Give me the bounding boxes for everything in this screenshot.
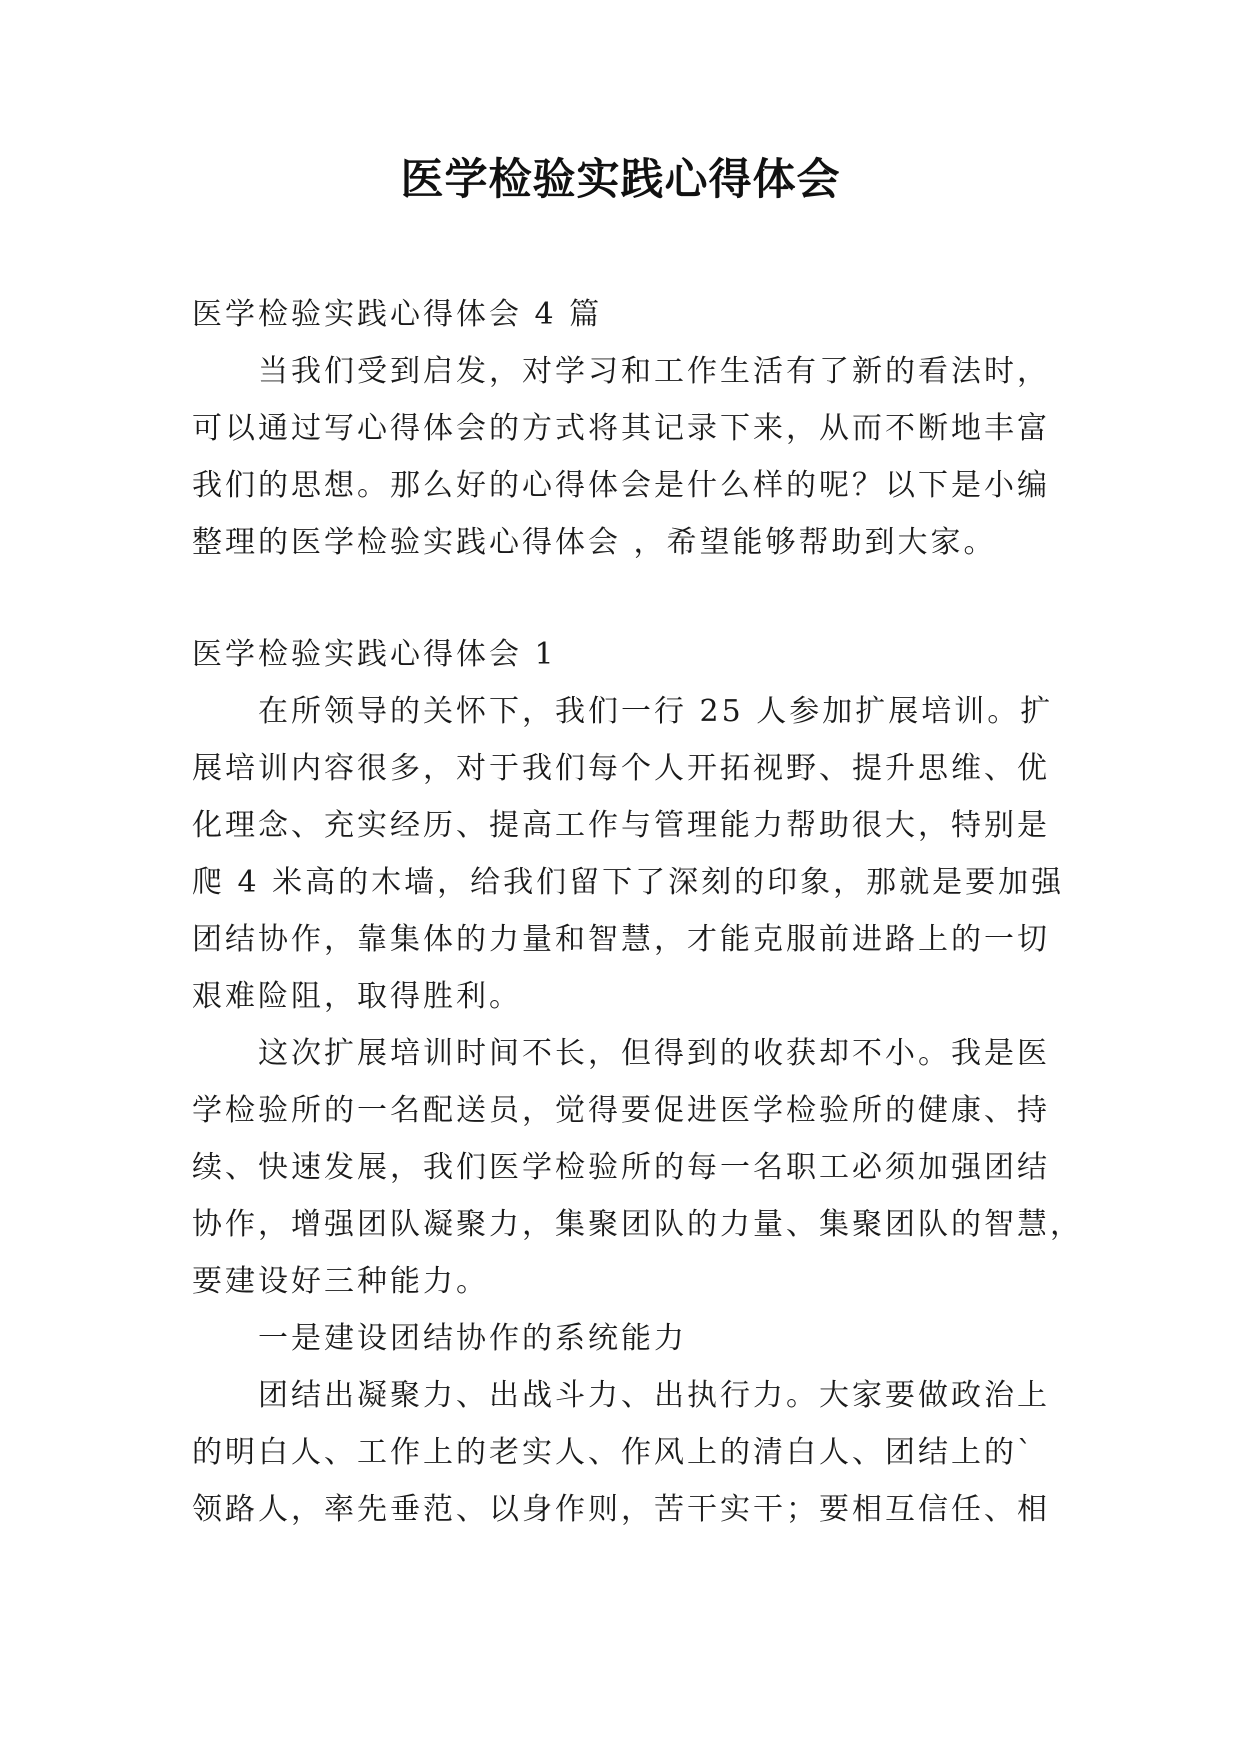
paragraph-3-line: 领路人，率先垂范、以身作则，苦干实干；要相互信任、相 [192, 1492, 1050, 1527]
intro-section [192, 286, 1054, 571]
paragraph-2-line: 续、快速发展，我们医学检验所的每一名职工必须加强团结 [192, 1150, 1050, 1185]
intro-paragraph-line: 我们的思想。那么好的心得体会是什么样的呢？以下是小编 [192, 468, 1050, 503]
intro-paragraph-line: 当我们受到启发，对学习和工作生活有了新的看法时， [258, 354, 1050, 389]
paragraph-1-line: 爬 4 米高的木墙，给我们留下了深刻的印象，那就是要加强 [192, 865, 1065, 900]
paragraph-1-line: 在所领导的关怀下，我们一行 25 人参加扩展培训。扩 [258, 694, 1054, 729]
paragraph-1-line: 展培训内容很多，对于我们每个人开拓视野、提升思维、优 [192, 751, 1050, 786]
subheading: 一是建设团结协作的系统能力 [258, 1321, 687, 1356]
paragraph-3-line: 的明白人、工作上的老实人、作风上的清白人、团结上的` [192, 1435, 1035, 1470]
intro-paragraph-line: 整理的医学检验实践心得体会 ，希望能够帮助到大家。 [192, 525, 997, 560]
paragraph-3-line: 团结出凝聚力、出战斗力、出执行力。大家要做政治上 [258, 1378, 1050, 1413]
intro-heading: 医学检验实践心得体会 4 篇 [192, 297, 603, 332]
section-1-heading: 医学检验实践心得体会 1 [192, 637, 557, 672]
paragraph-2-line: 这次扩展培训时间不长，但得到的收获却不小。我是医 [258, 1036, 1050, 1071]
intro-paragraph-line: 可以通过写心得体会的方式将其记录下来，从而不断地丰富 [192, 411, 1050, 446]
paragraph-1-line: 团结协作，靠集体的力量和智慧，才能克服前进路上的一切 [192, 922, 1050, 957]
document-title: 医学检验实践心得体会 [400, 155, 841, 205]
paragraph-1-line: 化理念、充实经历、提高工作与管理能力帮助很大，特别是 [192, 808, 1050, 843]
section-1 [192, 626, 1083, 1538]
paragraph-2-line: 学检验所的一名配送员，觉得要促进医学检验所的健康、持 [192, 1093, 1050, 1128]
paragraph-2-line: 协作，增强团队凝聚力，集聚团队的力量、集聚团队的智慧， [192, 1207, 1083, 1242]
paragraph-1-line: 艰难险阻，取得胜利。 [192, 979, 522, 1014]
paragraph-2-line: 要建设好三种能力。 [192, 1264, 489, 1299]
